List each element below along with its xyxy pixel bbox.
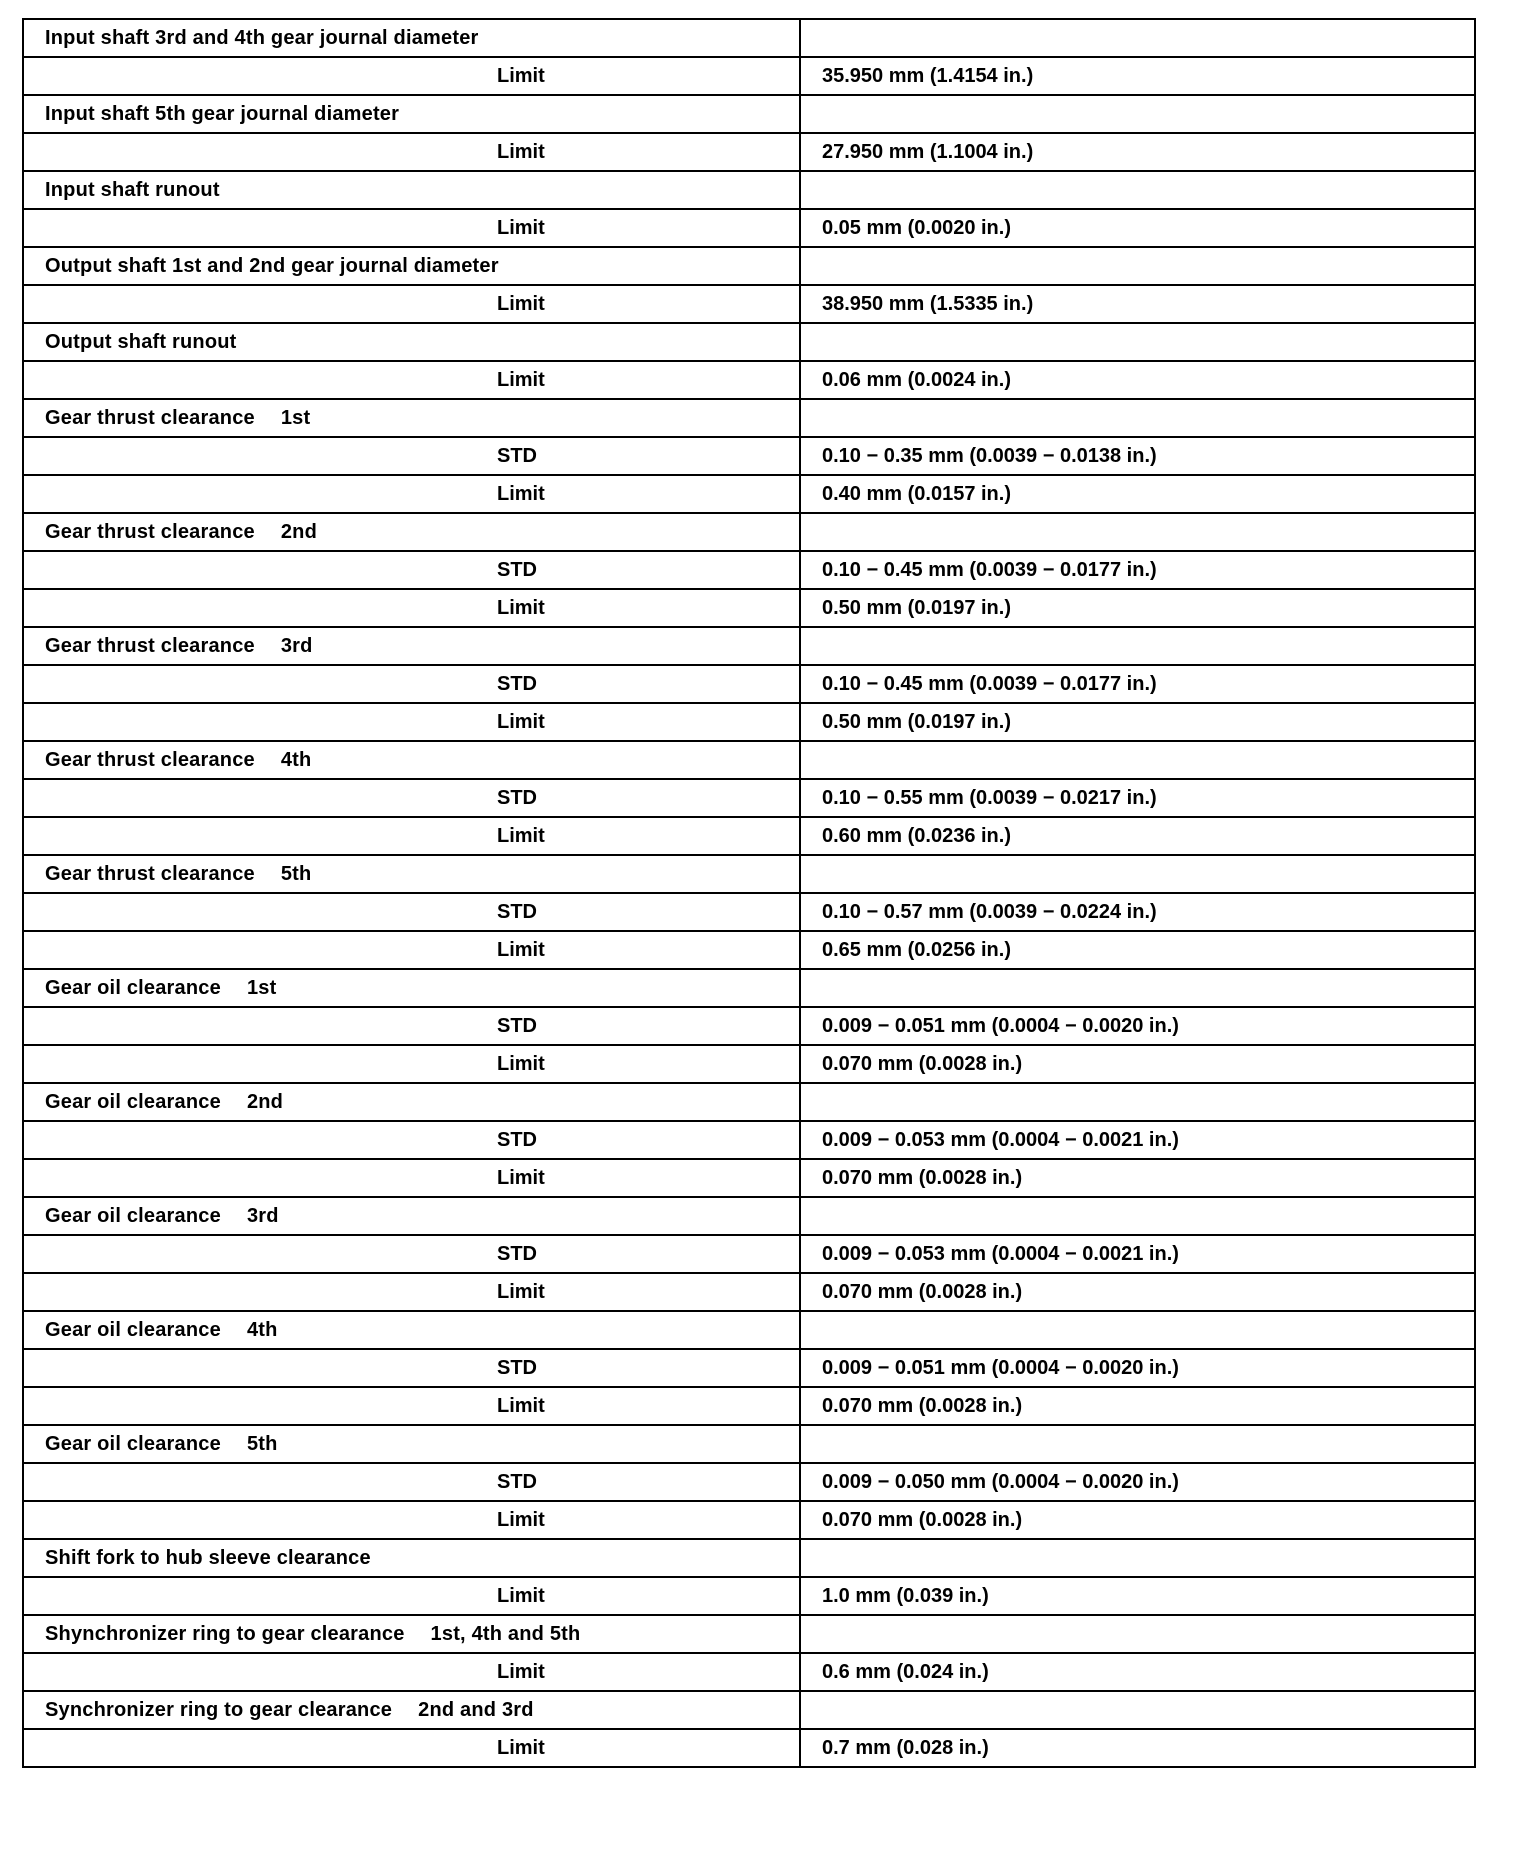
- empty-value-cell: [800, 1083, 1475, 1121]
- empty-value-cell: [800, 1425, 1475, 1463]
- item-qualifier: 3rd: [280, 634, 313, 657]
- empty-value-cell: [800, 1197, 1475, 1235]
- spec-value-row: [23, 893, 1475, 931]
- spec-type-label: Limit: [23, 1045, 800, 1083]
- spec-value: 0.009 − 0.053 mm (0.0004 − 0.0021 in.): [800, 1235, 1475, 1273]
- item-name: Gear oil clearance: [45, 1318, 221, 1341]
- item-name: Gear thrust clearance: [45, 406, 255, 429]
- item-qualifier: 1st: [280, 406, 311, 429]
- spec-value-row: [23, 1577, 1475, 1615]
- spec-type-label: STD: [23, 551, 800, 589]
- spec-value: 0.10 − 0.35 mm (0.0039 − 0.0138 in.): [800, 437, 1475, 475]
- spec-value: 0.070 mm (0.0028 in.): [800, 1273, 1475, 1311]
- spec-header-row: [23, 95, 1475, 133]
- spec-type-label: Limit: [23, 1387, 800, 1425]
- empty-value-cell: [800, 855, 1475, 893]
- spec-value: 0.06 mm (0.0024 in.): [800, 361, 1475, 399]
- spec-header-row: [23, 1311, 1475, 1349]
- item-name: Gear oil clearance: [45, 976, 221, 999]
- spec-type-label: Limit: [23, 1577, 800, 1615]
- item-name: Gear oil clearance: [45, 1432, 221, 1455]
- spec-value: 0.009 − 0.050 mm (0.0004 − 0.0020 in.): [800, 1463, 1475, 1501]
- spec-value-row: [23, 1463, 1475, 1501]
- spec-header-row: [23, 627, 1475, 665]
- item-name-cell: [23, 741, 800, 779]
- spec-header-row: [23, 171, 1475, 209]
- item-qualifier: 2nd: [246, 1090, 284, 1113]
- spec-header-row: [23, 513, 1475, 551]
- item-qualifier: 1st: [246, 976, 277, 999]
- empty-value-cell: [800, 1691, 1475, 1729]
- spec-value-row: [23, 133, 1475, 171]
- spec-type-label: STD: [23, 1235, 800, 1273]
- spec-type-label: Limit: [23, 1729, 800, 1767]
- spec-type-label: Limit: [23, 1159, 800, 1197]
- spec-type-label: Limit: [23, 285, 800, 323]
- empty-value-cell: [800, 741, 1475, 779]
- item-name-cell: [23, 95, 800, 133]
- spec-header-row: [23, 855, 1475, 893]
- spec-value-row: [23, 1349, 1475, 1387]
- empty-value-cell: [800, 247, 1475, 285]
- spec-header-row: [23, 1691, 1475, 1729]
- spec-type-label: STD: [23, 665, 800, 703]
- spec-header-row: [23, 323, 1475, 361]
- item-name-cell: [23, 171, 800, 209]
- empty-value-cell: [800, 513, 1475, 551]
- spec-value-row: [23, 1653, 1475, 1691]
- item-name-cell: [23, 1425, 800, 1463]
- item-qualifier: 5th: [280, 862, 312, 885]
- empty-value-cell: [800, 1311, 1475, 1349]
- spec-value-row: [23, 1235, 1475, 1273]
- spec-type-label: STD: [23, 1121, 800, 1159]
- spec-value: 0.65 mm (0.0256 in.): [800, 931, 1475, 969]
- spec-value: 0.10 − 0.45 mm (0.0039 − 0.0177 in.): [800, 551, 1475, 589]
- spec-value: 0.50 mm (0.0197 in.): [800, 589, 1475, 627]
- spec-value: 0.009 − 0.051 mm (0.0004 − 0.0020 in.): [800, 1007, 1475, 1045]
- spec-value-row: [23, 285, 1475, 323]
- spec-header-row: [23, 1539, 1475, 1577]
- item-name-cell: [23, 1311, 800, 1349]
- item-name-cell: [23, 1691, 800, 1729]
- spec-type-label: STD: [23, 779, 800, 817]
- spec-value-row: [23, 1007, 1475, 1045]
- item-name: Synchronizer ring to gear clearance: [45, 1698, 393, 1721]
- spec-value-row: [23, 1159, 1475, 1197]
- item-name: Input shaft 3rd and 4th gear journal diameter: [45, 26, 479, 49]
- item-qualifier: 2nd and 3rd: [418, 1698, 534, 1721]
- empty-value-cell: [800, 171, 1475, 209]
- spec-value: 0.10 − 0.55 mm (0.0039 − 0.0217 in.): [800, 779, 1475, 817]
- spec-header-row: [23, 1425, 1475, 1463]
- spec-type-label: Limit: [23, 1273, 800, 1311]
- spec-value-row: [23, 475, 1475, 513]
- spec-value-row: [23, 703, 1475, 741]
- spec-value-row: [23, 1729, 1475, 1767]
- spec-value: 27.950 mm (1.1004 in.): [800, 133, 1475, 171]
- spec-value: 1.0 mm (0.039 in.): [800, 1577, 1475, 1615]
- spec-type-label: Limit: [23, 1501, 800, 1539]
- item-qualifier: 3rd: [246, 1204, 279, 1227]
- spec-value: 0.070 mm (0.0028 in.): [800, 1501, 1475, 1539]
- item-name-cell: [23, 1615, 800, 1653]
- item-qualifier: 2nd: [280, 520, 318, 543]
- spec-header-row: [23, 741, 1475, 779]
- spec-table-body: [23, 19, 1475, 1767]
- item-name-cell: [23, 399, 800, 437]
- item-name: Output shaft runout: [45, 330, 237, 353]
- empty-value-cell: [800, 627, 1475, 665]
- item-name-cell: [23, 1539, 800, 1577]
- spec-value: 0.05 mm (0.0020 in.): [800, 209, 1475, 247]
- spec-type-label: Limit: [23, 209, 800, 247]
- spec-value-row: [23, 1121, 1475, 1159]
- spec-value: 0.50 mm (0.0197 in.): [800, 703, 1475, 741]
- item-name-cell: [23, 1083, 800, 1121]
- item-qualifier: 4th: [280, 748, 312, 771]
- spec-type-label: STD: [23, 893, 800, 931]
- item-name-cell: [23, 627, 800, 665]
- spec-value-row: [23, 551, 1475, 589]
- spec-type-label: Limit: [23, 703, 800, 741]
- item-name: Gear oil clearance: [45, 1204, 221, 1227]
- empty-value-cell: [800, 95, 1475, 133]
- item-name: Gear thrust clearance: [45, 862, 255, 885]
- spec-value-row: [23, 361, 1475, 399]
- item-name: Gear thrust clearance: [45, 634, 255, 657]
- spec-header-row: [23, 1083, 1475, 1121]
- item-name: Gear thrust clearance: [45, 520, 255, 543]
- spec-header-row: [23, 247, 1475, 285]
- spec-value: 38.950 mm (1.5335 in.): [800, 285, 1475, 323]
- spec-value: 0.10 − 0.57 mm (0.0039 − 0.0224 in.): [800, 893, 1475, 931]
- spec-value-row: [23, 589, 1475, 627]
- spec-type-label: Limit: [23, 133, 800, 171]
- item-name: Output shaft 1st and 2nd gear journal diameter: [45, 254, 499, 277]
- spec-value: 0.10 − 0.45 mm (0.0039 − 0.0177 in.): [800, 665, 1475, 703]
- spec-header-row: [23, 1615, 1475, 1653]
- spec-value: 0.60 mm (0.0236 in.): [800, 817, 1475, 855]
- spec-type-label: Limit: [23, 589, 800, 627]
- item-name: Gear thrust clearance: [45, 748, 255, 771]
- spec-value: 0.070 mm (0.0028 in.): [800, 1387, 1475, 1425]
- empty-value-cell: [800, 969, 1475, 1007]
- spec-type-label: STD: [23, 1349, 800, 1387]
- item-name-cell: [23, 323, 800, 361]
- spec-header-row: [23, 19, 1475, 57]
- empty-value-cell: [800, 19, 1475, 57]
- spec-value-row: [23, 931, 1475, 969]
- spec-value-row: [23, 1387, 1475, 1425]
- item-name-cell: [23, 969, 800, 1007]
- item-name: Shift fork to hub sleeve clearance: [45, 1546, 371, 1569]
- item-name-cell: [23, 513, 800, 551]
- spec-value: 0.009 − 0.051 mm (0.0004 − 0.0020 in.): [800, 1349, 1475, 1387]
- item-qualifier: 1st, 4th and 5th: [430, 1622, 581, 1645]
- spec-type-label: Limit: [23, 931, 800, 969]
- spec-value: 0.070 mm (0.0028 in.): [800, 1159, 1475, 1197]
- spec-type-label: Limit: [23, 57, 800, 95]
- item-name-cell: [23, 1197, 800, 1235]
- spec-type-label: Limit: [23, 1653, 800, 1691]
- spec-value: 0.7 mm (0.028 in.): [800, 1729, 1475, 1767]
- item-name: Input shaft 5th gear journal diameter: [45, 102, 400, 125]
- spec-value: 0.070 mm (0.0028 in.): [800, 1045, 1475, 1083]
- spec-value: 0.009 − 0.053 mm (0.0004 − 0.0021 in.): [800, 1121, 1475, 1159]
- spec-type-label: Limit: [23, 817, 800, 855]
- empty-value-cell: [800, 1615, 1475, 1653]
- item-name: Shynchronizer ring to gear clearance: [45, 1622, 405, 1645]
- empty-value-cell: [800, 323, 1475, 361]
- spec-value: 35.950 mm (1.4154 in.): [800, 57, 1475, 95]
- spec-value-row: [23, 437, 1475, 475]
- spec-type-label: STD: [23, 437, 800, 475]
- item-name: Gear oil clearance: [45, 1090, 221, 1113]
- spec-value-row: [23, 209, 1475, 247]
- spec-value-row: [23, 1045, 1475, 1083]
- empty-value-cell: [800, 399, 1475, 437]
- spec-type-label: Limit: [23, 361, 800, 399]
- empty-value-cell: [800, 1539, 1475, 1577]
- item-name: Input shaft runout: [45, 178, 220, 201]
- spec-table: [22, 18, 1476, 1768]
- spec-value-row: [23, 57, 1475, 95]
- spec-header-row: [23, 969, 1475, 1007]
- item-name-cell: [23, 247, 800, 285]
- item-qualifier: 5th: [246, 1432, 278, 1455]
- spec-type-label: STD: [23, 1463, 800, 1501]
- spec-value-row: [23, 1501, 1475, 1539]
- spec-value-row: [23, 779, 1475, 817]
- spec-header-row: [23, 1197, 1475, 1235]
- item-name-cell: [23, 855, 800, 893]
- item-name-cell: [23, 19, 800, 57]
- spec-header-row: [23, 399, 1475, 437]
- spec-type-label: STD: [23, 1007, 800, 1045]
- spec-value-row: [23, 665, 1475, 703]
- spec-value-row: [23, 817, 1475, 855]
- spec-value-row: [23, 1273, 1475, 1311]
- spec-type-label: Limit: [23, 475, 800, 513]
- item-qualifier: 4th: [246, 1318, 278, 1341]
- spec-value: 0.6 mm (0.024 in.): [800, 1653, 1475, 1691]
- spec-value: 0.40 mm (0.0157 in.): [800, 475, 1475, 513]
